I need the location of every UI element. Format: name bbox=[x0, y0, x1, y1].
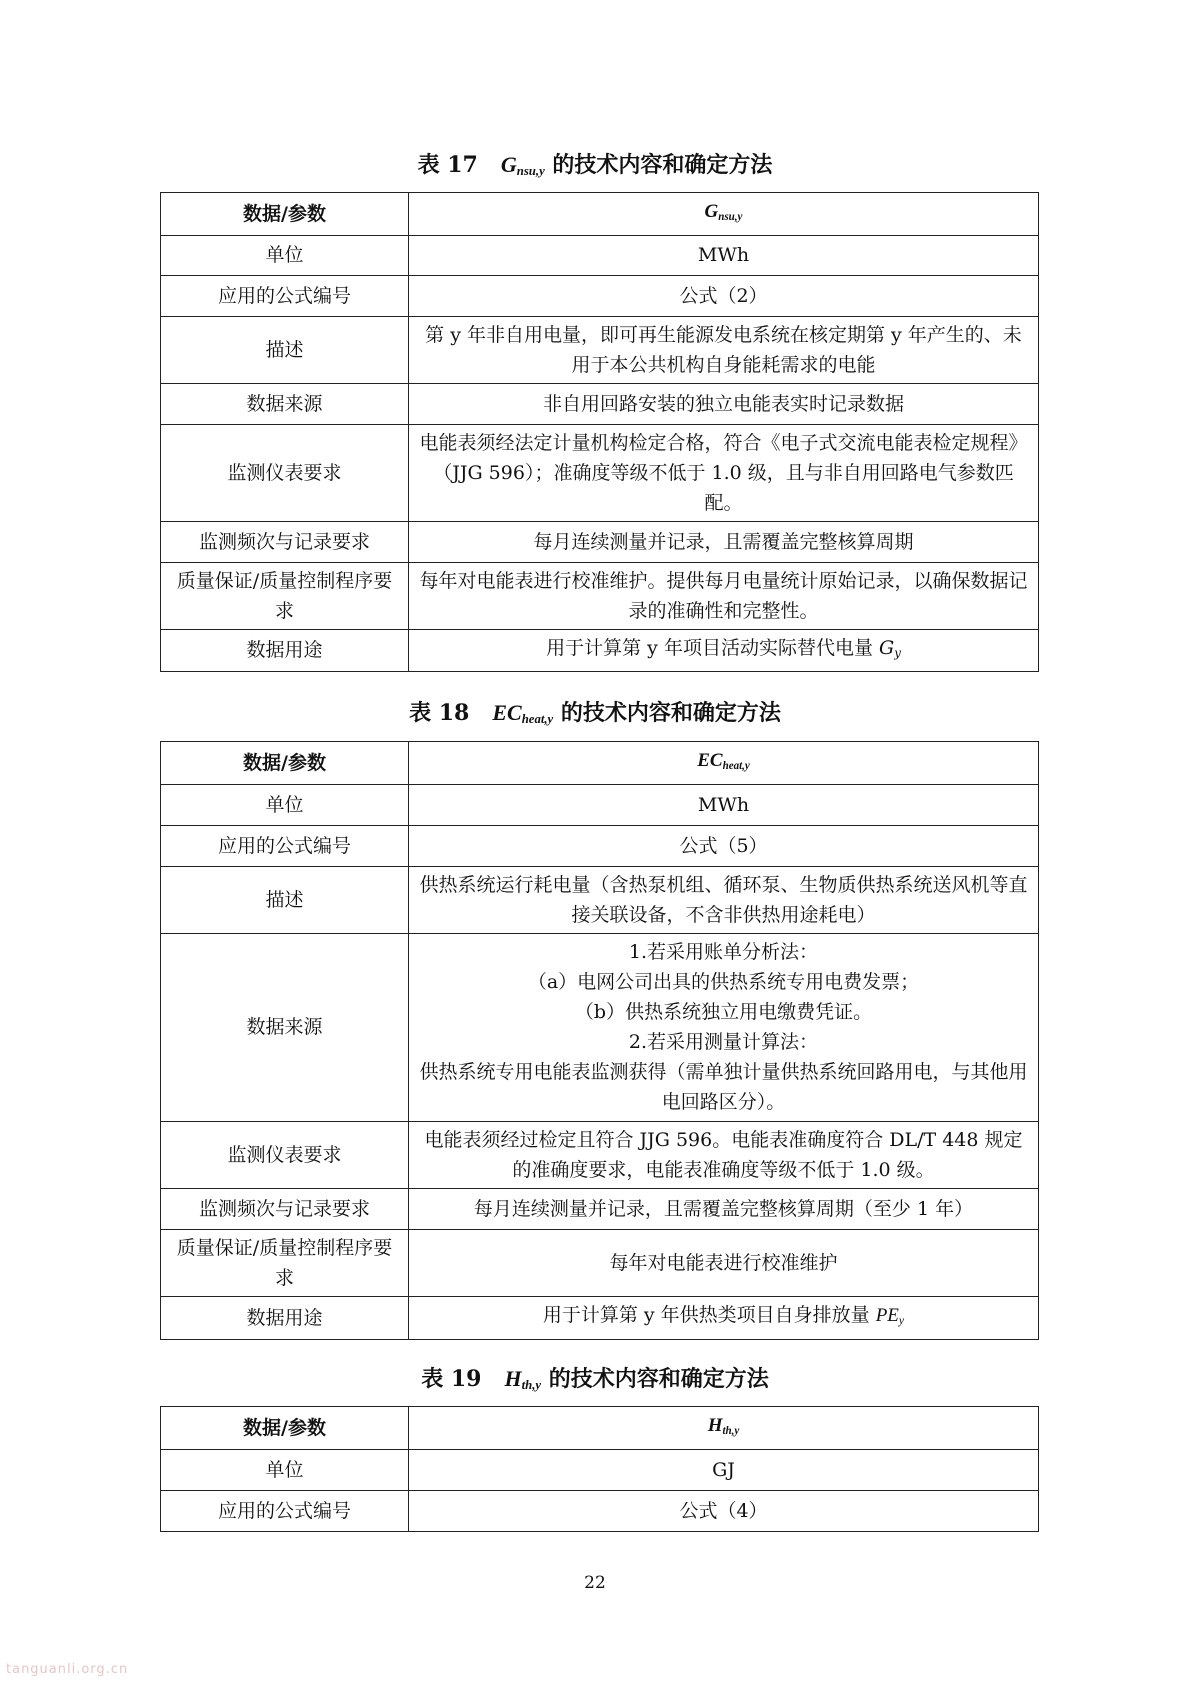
caption-prefix: 表 17 bbox=[417, 152, 478, 178]
table-18-caption bbox=[0, 696, 1190, 727]
table-row bbox=[161, 235, 1039, 275]
row-key: 数据来源 bbox=[161, 383, 409, 424]
row-value: 公式（2） bbox=[409, 275, 1039, 316]
header-key-cell: 数据/参数 bbox=[161, 742, 409, 785]
table-row bbox=[161, 825, 1039, 866]
row-key: 数据来源 bbox=[161, 933, 409, 1121]
table-row bbox=[161, 424, 1039, 521]
table-row bbox=[161, 784, 1039, 825]
row-key: 应用的公式编号 bbox=[161, 825, 409, 866]
row-key: 监测仪表要求 bbox=[161, 424, 409, 521]
table-18 bbox=[160, 741, 1039, 1340]
caption-prefix: 表 18 bbox=[409, 700, 470, 726]
caption-prefix: 表 19 bbox=[421, 1366, 482, 1392]
row-key: 数据用途 bbox=[161, 1296, 409, 1339]
row-key: 应用的公式编号 bbox=[161, 1490, 409, 1531]
table-19 bbox=[160, 1406, 1039, 1532]
row-value: 非自用回路安装的独立电能表实时记录数据 bbox=[409, 383, 1039, 424]
row-value: 电能表须经过检定且符合 JJG 596。电能表准确度符合 DL/T 448 规定的准确度要求，电能表准确度等级不低于 1.0 级。 bbox=[409, 1121, 1039, 1188]
row-value: 每月连续测量并记录，且需覆盖完整核算周期（至少 1 年） bbox=[409, 1188, 1039, 1229]
header-symbol-cell: $G_{nsu,y}$ bbox=[409, 193, 1039, 236]
row-key: 监测频次与记录要求 bbox=[161, 1188, 409, 1229]
caption-symbol: $H_{th,y}$ bbox=[504, 1366, 542, 1393]
row-value: 每年对电能表进行校准维护 bbox=[409, 1229, 1039, 1296]
data-source-line: 1.若采用账单分析法： bbox=[628, 941, 819, 964]
header-key-cell: 数据/参数 bbox=[161, 1407, 409, 1450]
row-value: 公式（5） bbox=[409, 825, 1039, 866]
header-key-cell: 数据/参数 bbox=[161, 193, 409, 236]
row-key: 监测仪表要求 bbox=[161, 1121, 409, 1188]
caption-suffix: 的技术内容和确定方法 bbox=[548, 1366, 769, 1392]
table-row bbox=[161, 1296, 1039, 1339]
watermark: tanguanli.org.cn bbox=[6, 1662, 129, 1677]
row-key: 质量保证/质量控制程序要求 bbox=[161, 1229, 409, 1296]
table-row bbox=[161, 1490, 1039, 1531]
table-17 bbox=[160, 192, 1039, 672]
header-symbol-cell: $EC_{heat,y}$ bbox=[409, 742, 1039, 785]
table-19-caption bbox=[0, 1362, 1190, 1393]
row-value: 公式（4） bbox=[409, 1490, 1039, 1531]
table-17-caption bbox=[0, 148, 1190, 179]
row-value: MWh bbox=[409, 784, 1039, 825]
data-source-line: 供热系统专用电能表监测获得（需单独计量供热系统回路用电，与其他用电回路区分）。 bbox=[419, 1061, 1028, 1114]
row-key: 单位 bbox=[161, 235, 409, 275]
caption-symbol: $EC_{heat,y}$ bbox=[492, 700, 554, 727]
table-row bbox=[161, 1229, 1039, 1296]
table-row bbox=[161, 521, 1039, 562]
table-row bbox=[161, 316, 1039, 383]
row-value: 每年对电能表进行校准维护。提供每月电量统计原始记录，以确保数据记录的准确性和完整性。 bbox=[409, 562, 1039, 629]
page-number: 22 bbox=[584, 1573, 606, 1593]
table-row bbox=[161, 1121, 1039, 1188]
table-row bbox=[161, 275, 1039, 316]
row-key: 单位 bbox=[161, 1449, 409, 1490]
data-source-line: 2.若采用测量计算法： bbox=[628, 1031, 819, 1054]
caption-suffix: 的技术内容和确定方法 bbox=[560, 700, 781, 726]
row-key: 描述 bbox=[161, 316, 409, 383]
row-key: 质量保证/质量控制程序要求 bbox=[161, 562, 409, 629]
table-row bbox=[161, 629, 1039, 671]
table-row bbox=[161, 562, 1039, 629]
table-header-row bbox=[161, 742, 1039, 785]
caption-suffix: 的技术内容和确定方法 bbox=[552, 152, 773, 178]
table-row bbox=[161, 933, 1039, 1121]
header-symbol-cell: $H_{th,y}$ bbox=[409, 1407, 1039, 1450]
table-row bbox=[161, 866, 1039, 933]
row-value: 电能表须经法定计量机构检定合格，符合《电子式交流电能表检定规程》（JJG 596）；准确度等级不低于 1.0 级，且与非自用回路电气参数匹配。 bbox=[409, 424, 1039, 521]
data-source-line: （b）供热系统独立用电缴费凭证。 bbox=[574, 1001, 873, 1024]
row-value: 每月连续测量并记录，且需覆盖完整核算周期 bbox=[409, 521, 1039, 562]
row-key: 描述 bbox=[161, 866, 409, 933]
row-value: 用于计算第 y 年供热类项目自身排放量 $PE_y$ bbox=[409, 1296, 1039, 1339]
row-value: MWh bbox=[409, 235, 1039, 275]
table-row bbox=[161, 1449, 1039, 1490]
row-value: 第 y 年非自用电量，即可再生能源发电系统在核定期第 y 年产生的、未用于本公共机构自身能耗需求的电能 bbox=[409, 316, 1039, 383]
caption-symbol: $G_{nsu,y}$ bbox=[500, 152, 545, 179]
row-key: 数据用途 bbox=[161, 629, 409, 671]
row-value bbox=[409, 933, 1039, 1121]
table-header-row bbox=[161, 1407, 1039, 1450]
row-key: 应用的公式编号 bbox=[161, 275, 409, 316]
row-key: 监测频次与记录要求 bbox=[161, 521, 409, 562]
table-row bbox=[161, 1188, 1039, 1229]
row-value: 供热系统运行耗电量（含热泵机组、循环泵、生物质供热系统送风机等直接关联设备，不含非供热用途耗电） bbox=[409, 866, 1039, 933]
data-source-line: （a）电网公司出具的供热系统专用电费发票； bbox=[527, 971, 920, 994]
row-value: 用于计算第 y 年项目活动实际替代电量 $G_y$ bbox=[409, 629, 1039, 671]
row-key: 单位 bbox=[161, 784, 409, 825]
table-row bbox=[161, 383, 1039, 424]
row-value: GJ bbox=[409, 1449, 1039, 1490]
table-header-row bbox=[161, 193, 1039, 236]
